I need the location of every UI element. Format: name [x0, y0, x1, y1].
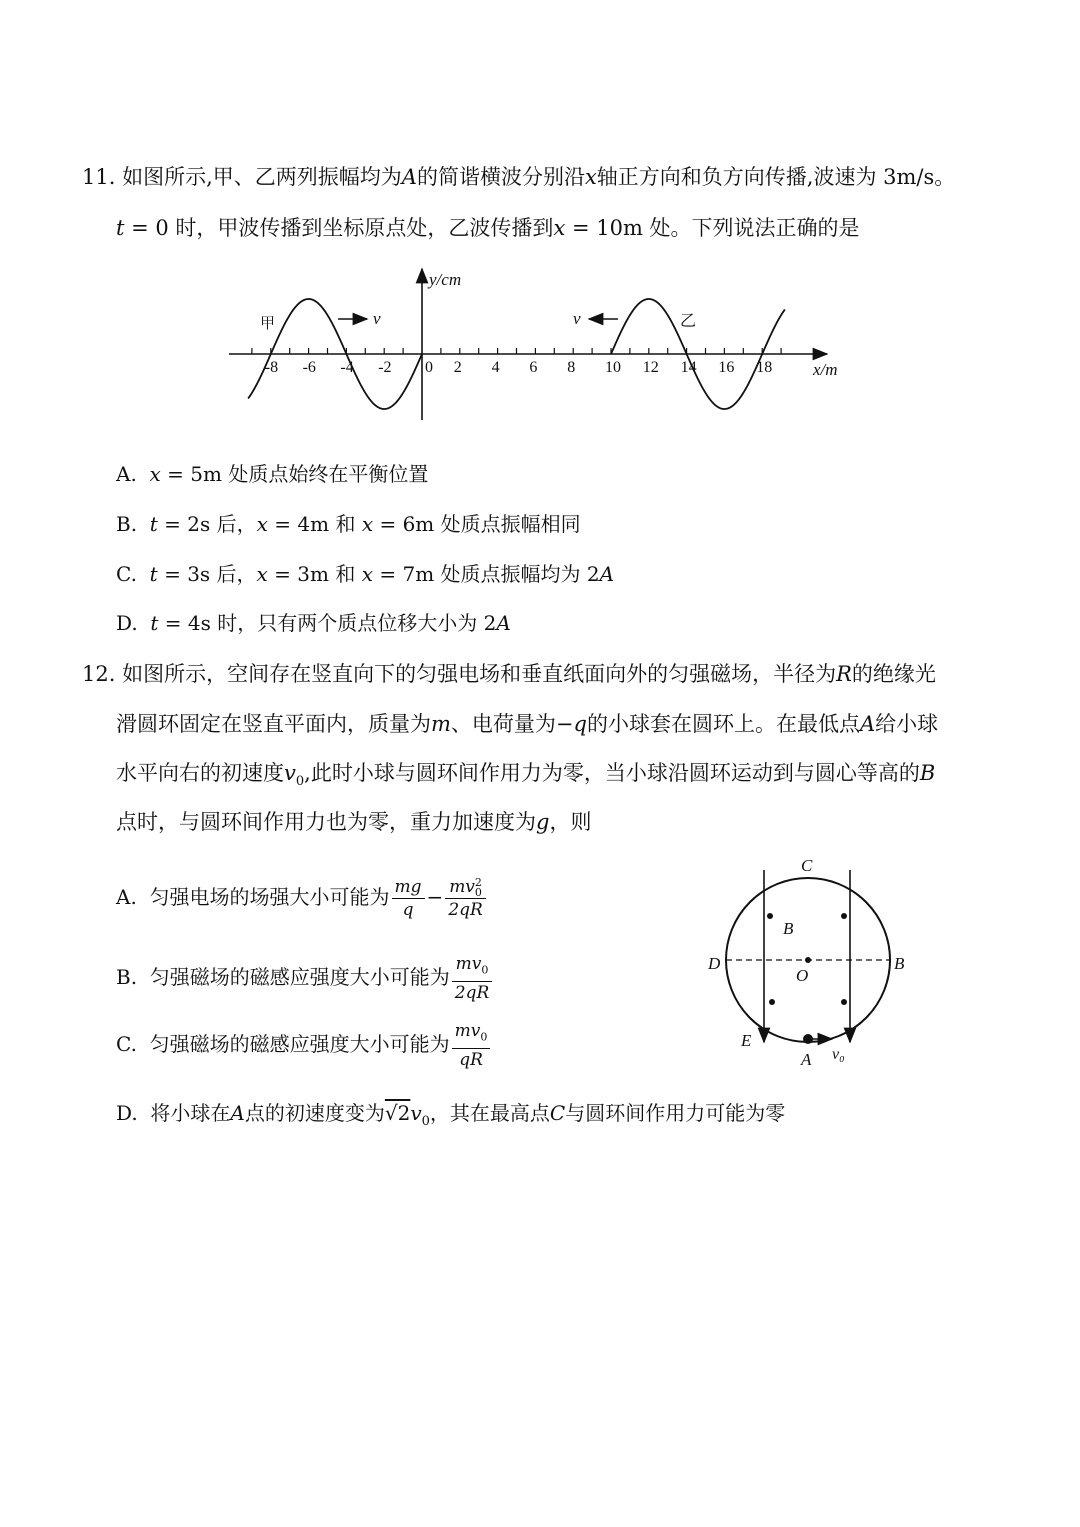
q12-option-c[interactable]	[116, 1019, 492, 1071]
tick-label: -8	[264, 359, 279, 376]
q11-var-x: x	[584, 165, 597, 189]
option-text: 匀强磁场的磁感应强度大小可能为	[149, 1032, 450, 1056]
q12-text: 滑圆环固定在竖直平面内，质量为	[116, 712, 431, 736]
var: B	[919, 761, 936, 785]
q12-line3	[116, 758, 935, 797]
superscript: 2	[474, 875, 482, 889]
label-A: A	[801, 1050, 812, 1069]
x-axis-label: x/m	[813, 360, 838, 379]
option-text: 匀强电场的场强大小可能为	[149, 885, 390, 909]
var: A	[230, 1101, 245, 1125]
label-O: O	[796, 966, 809, 985]
option-text: 匀强磁场的磁感应强度大小可能为	[149, 965, 450, 989]
option-letter: D.	[116, 1101, 138, 1125]
q12-text: ,此时小球与圆环间作用力为零，当小球沿圆环运动到与圆心等高的	[304, 761, 920, 785]
var: A	[496, 611, 511, 635]
minus: −	[426, 885, 444, 909]
num-text: mv	[449, 877, 475, 897]
var: q	[573, 712, 587, 736]
var: m	[431, 712, 451, 736]
wave-yi-label: 乙	[680, 313, 697, 330]
wave-graph	[215, 255, 865, 430]
option-text: = 3s 后，	[157, 562, 257, 586]
var: v	[284, 761, 296, 785]
tick-label: -6	[302, 359, 316, 376]
q12-option-b[interactable]	[116, 952, 494, 1004]
subscript: 0	[480, 1030, 488, 1044]
label-B: B	[894, 954, 905, 973]
q12-text: 、电荷量为−	[450, 712, 574, 736]
var: x	[256, 562, 268, 586]
v-label-right: v	[373, 309, 381, 328]
b-dot	[769, 999, 775, 1005]
option-text: ，其在最高点	[429, 1101, 550, 1125]
option-text: 将小球在	[150, 1101, 231, 1125]
denominator: 2qR	[448, 900, 483, 920]
tick-label: 12	[642, 359, 659, 376]
option-text: = 5m 处质点始终在平衡位置	[160, 462, 429, 486]
ball	[803, 1034, 813, 1044]
option-text: = 6m 处质点振幅相同	[373, 512, 581, 536]
q12-line4	[116, 807, 591, 837]
var: C	[549, 1101, 566, 1125]
tick-label: 4	[491, 359, 500, 376]
q12-text: 水平向右的初速度	[116, 761, 284, 785]
q11-line1	[82, 162, 955, 192]
q11-number: 11.	[82, 165, 116, 189]
b-dot	[841, 913, 847, 919]
tick-label: 10	[605, 359, 621, 376]
var: v	[410, 1101, 422, 1125]
option-letter: A.	[116, 462, 137, 486]
b-dot	[805, 957, 811, 963]
subscript: 0	[481, 963, 489, 977]
option-text: 点的初速度变为	[244, 1101, 385, 1125]
q12-text: 的绝缘光	[851, 662, 936, 686]
q12-text: 给小球	[875, 712, 939, 736]
v-label-left: v	[573, 309, 581, 328]
option-letter: B.	[116, 512, 138, 536]
wave-jia-label: 甲	[260, 316, 276, 332]
q11-var-x2: x	[553, 216, 566, 240]
label-v0: v₀	[832, 1046, 845, 1063]
num-text: mv	[454, 1020, 481, 1041]
tick-label: 2	[453, 359, 462, 376]
subscript: 0	[474, 885, 482, 899]
option-text: = 7m 处质点振幅均为 2	[373, 562, 600, 586]
var: A	[599, 562, 615, 586]
var: t	[149, 512, 158, 536]
var: g	[536, 810, 550, 834]
q11-option-d[interactable]	[116, 608, 511, 638]
var: x	[256, 512, 268, 536]
option-letter: C.	[116, 1032, 137, 1056]
label-B-inner: B	[783, 919, 794, 938]
q12-text: ，则	[549, 810, 592, 834]
fraction-mv0-2qR	[452, 953, 493, 1004]
tick-label: 16	[718, 359, 735, 376]
q12-text: 点时，与圆环间作用力也为零，重力加速度为	[116, 810, 536, 834]
var: R	[836, 662, 852, 686]
subscript: 0	[421, 1114, 430, 1129]
option-text: = 4m 和	[267, 512, 362, 536]
denominator: 2qR	[454, 983, 490, 1004]
q11-option-a[interactable]	[116, 459, 428, 489]
numerator	[452, 1020, 491, 1049]
denominator: qR	[459, 1050, 483, 1071]
label-C: C	[801, 856, 813, 875]
num-text: mv	[455, 953, 482, 974]
var: t	[150, 611, 159, 635]
q11-text-1b: 的简谐横波分别沿	[416, 165, 585, 189]
label-D: D	[708, 954, 721, 973]
label-E: E	[741, 1031, 752, 1050]
var: x	[361, 512, 374, 536]
option-letter: C.	[116, 562, 137, 586]
q12-text: 的小球套在圆环上。在最低点	[586, 712, 860, 736]
var: A	[859, 712, 876, 736]
option-text: = 4s 时，只有两个质点位移大小为 2	[158, 611, 497, 635]
var: x	[149, 462, 161, 486]
q11-text-1a: 如图所示,甲、乙两列振幅均为	[122, 165, 402, 189]
tick-label: -4	[340, 359, 354, 376]
fraction-mv0sq-2qR	[445, 876, 486, 921]
option-letter: B.	[116, 965, 138, 989]
y-axis-label: y/cm	[429, 270, 462, 289]
tick-label: 8	[567, 359, 576, 376]
subscript: 0	[295, 774, 305, 790]
q11-var-A: A	[401, 165, 417, 189]
q12-line1	[82, 659, 936, 689]
axis-ticks	[252, 348, 781, 376]
q11-option-b[interactable]	[116, 509, 581, 539]
q11-text-1c: 轴正方向和负方向传播,波速为 3m/s。	[596, 165, 956, 189]
q11-text-2a: = 0 时，甲波传播到坐标原点处，乙波传播到	[124, 216, 554, 240]
tick-label: -2	[378, 359, 392, 376]
q11-line2	[116, 213, 860, 243]
option-letter: D.	[116, 611, 138, 635]
tick-label: 6	[529, 359, 538, 376]
b-dot	[841, 999, 847, 1005]
denominator: q	[402, 900, 414, 920]
option-text: 与圆环间作用力可能为零	[565, 1101, 786, 1125]
ring-diagram	[700, 850, 930, 1075]
numerator	[445, 876, 486, 899]
q12-text: 如图所示，空间存在竖直向下的匀强电场和垂直纸面向外的匀强磁场，半径为	[122, 662, 837, 686]
b-dot	[767, 913, 773, 919]
tick-label: 14	[680, 359, 697, 376]
option-text: = 2s 后，	[157, 512, 257, 536]
sqrt: √2	[384, 1101, 411, 1125]
q12-option-d[interactable]	[116, 1098, 785, 1137]
sub-sup	[474, 875, 482, 899]
option-text: = 3m 和	[267, 562, 362, 586]
fraction-mg-q	[392, 876, 425, 921]
q12-number: 12.	[82, 662, 116, 686]
var: t	[149, 562, 158, 586]
q12-line2	[116, 709, 938, 739]
fraction-mv0-qR	[452, 1020, 491, 1071]
q11-option-c[interactable]	[116, 559, 614, 589]
option-letter: A.	[116, 885, 137, 909]
tick-label: 0	[425, 359, 433, 376]
numerator: mg	[392, 876, 425, 899]
q12-option-a[interactable]	[116, 872, 488, 922]
q11-var-t: t	[116, 216, 125, 240]
q11-text-2b: = 10m 处。下列说法正确的是	[565, 216, 860, 240]
tick-label: 18	[756, 359, 773, 376]
var: x	[361, 562, 373, 586]
numerator	[452, 953, 493, 982]
